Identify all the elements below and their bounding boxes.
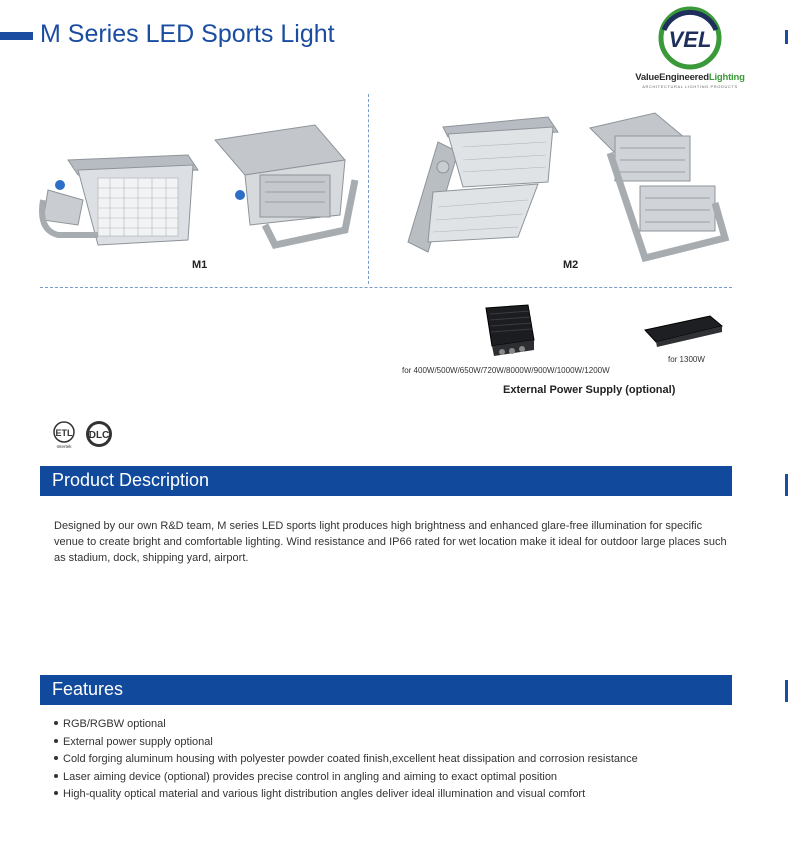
m2-front-light-image [398,112,573,262]
power-supply-large-image [640,312,725,348]
logo-wordmark: ValueEngineeredLighting [635,72,745,83]
feature-item: RGB/RGBW optional [54,718,734,730]
horizontal-divider [40,287,732,288]
feature-item: Laser aiming device (optional) provides precise control in angling and aiming to exact optimal position [54,771,734,783]
page-title: M Series LED Sports Light [40,20,335,48]
logo-tagline: ARCHITECTURAL LIGHTING PRODUCTS [642,84,738,89]
svg-text:Intertek: Intertek [56,444,72,449]
feature-item: High-quality optical material and various light distribution angles deliver ideal illumination and visual comfort [54,788,734,800]
dlc-certification-icon [84,419,114,449]
power-supply-title: External Power Supply (optional) [503,384,676,396]
power-supply-small-image [478,300,540,362]
power-supply-small-caption: for 400W/500W/650W/720W/8000W/900W/1000W/1200W [402,366,610,375]
features-heading: Features [52,679,124,699]
product-label-m2: M2 [563,259,579,271]
vertical-divider [368,94,369,284]
company-logo-icon [658,6,722,70]
power-supply-large-caption: for 1300W [668,355,705,364]
etl-certification-icon [50,420,78,450]
product-label-m1: M1 [192,259,208,271]
feature-item: Cold forging aluminum housing with polyester powder coated finish,excellent heat dissipation and corrosion resistance [54,753,734,765]
logo-monogram: VEL [668,27,712,52]
features-header [40,675,732,705]
svg-text:ETL: ETL [55,428,73,438]
feature-item: External power supply optional [54,736,734,748]
m1-back-light-image [205,120,365,250]
product-description-header [40,466,732,496]
product-description-heading: Product Description [52,470,210,490]
product-description-text: Designed by our own R&D team, M series LED sports light produces high brightness and enhanced glare-free illumination for specific venue to create bright and comfortable lighting. Wind resistance and IP66 rated for wet location make it ideal for outdoor large places such as stadium, dock, shipping yard, airport. [54,520,727,564]
title-accent-bar [0,32,33,40]
svg-text:DLC: DLC [88,430,110,441]
m2-back-light-image [585,108,735,268]
m1-front-light-image [38,140,208,260]
